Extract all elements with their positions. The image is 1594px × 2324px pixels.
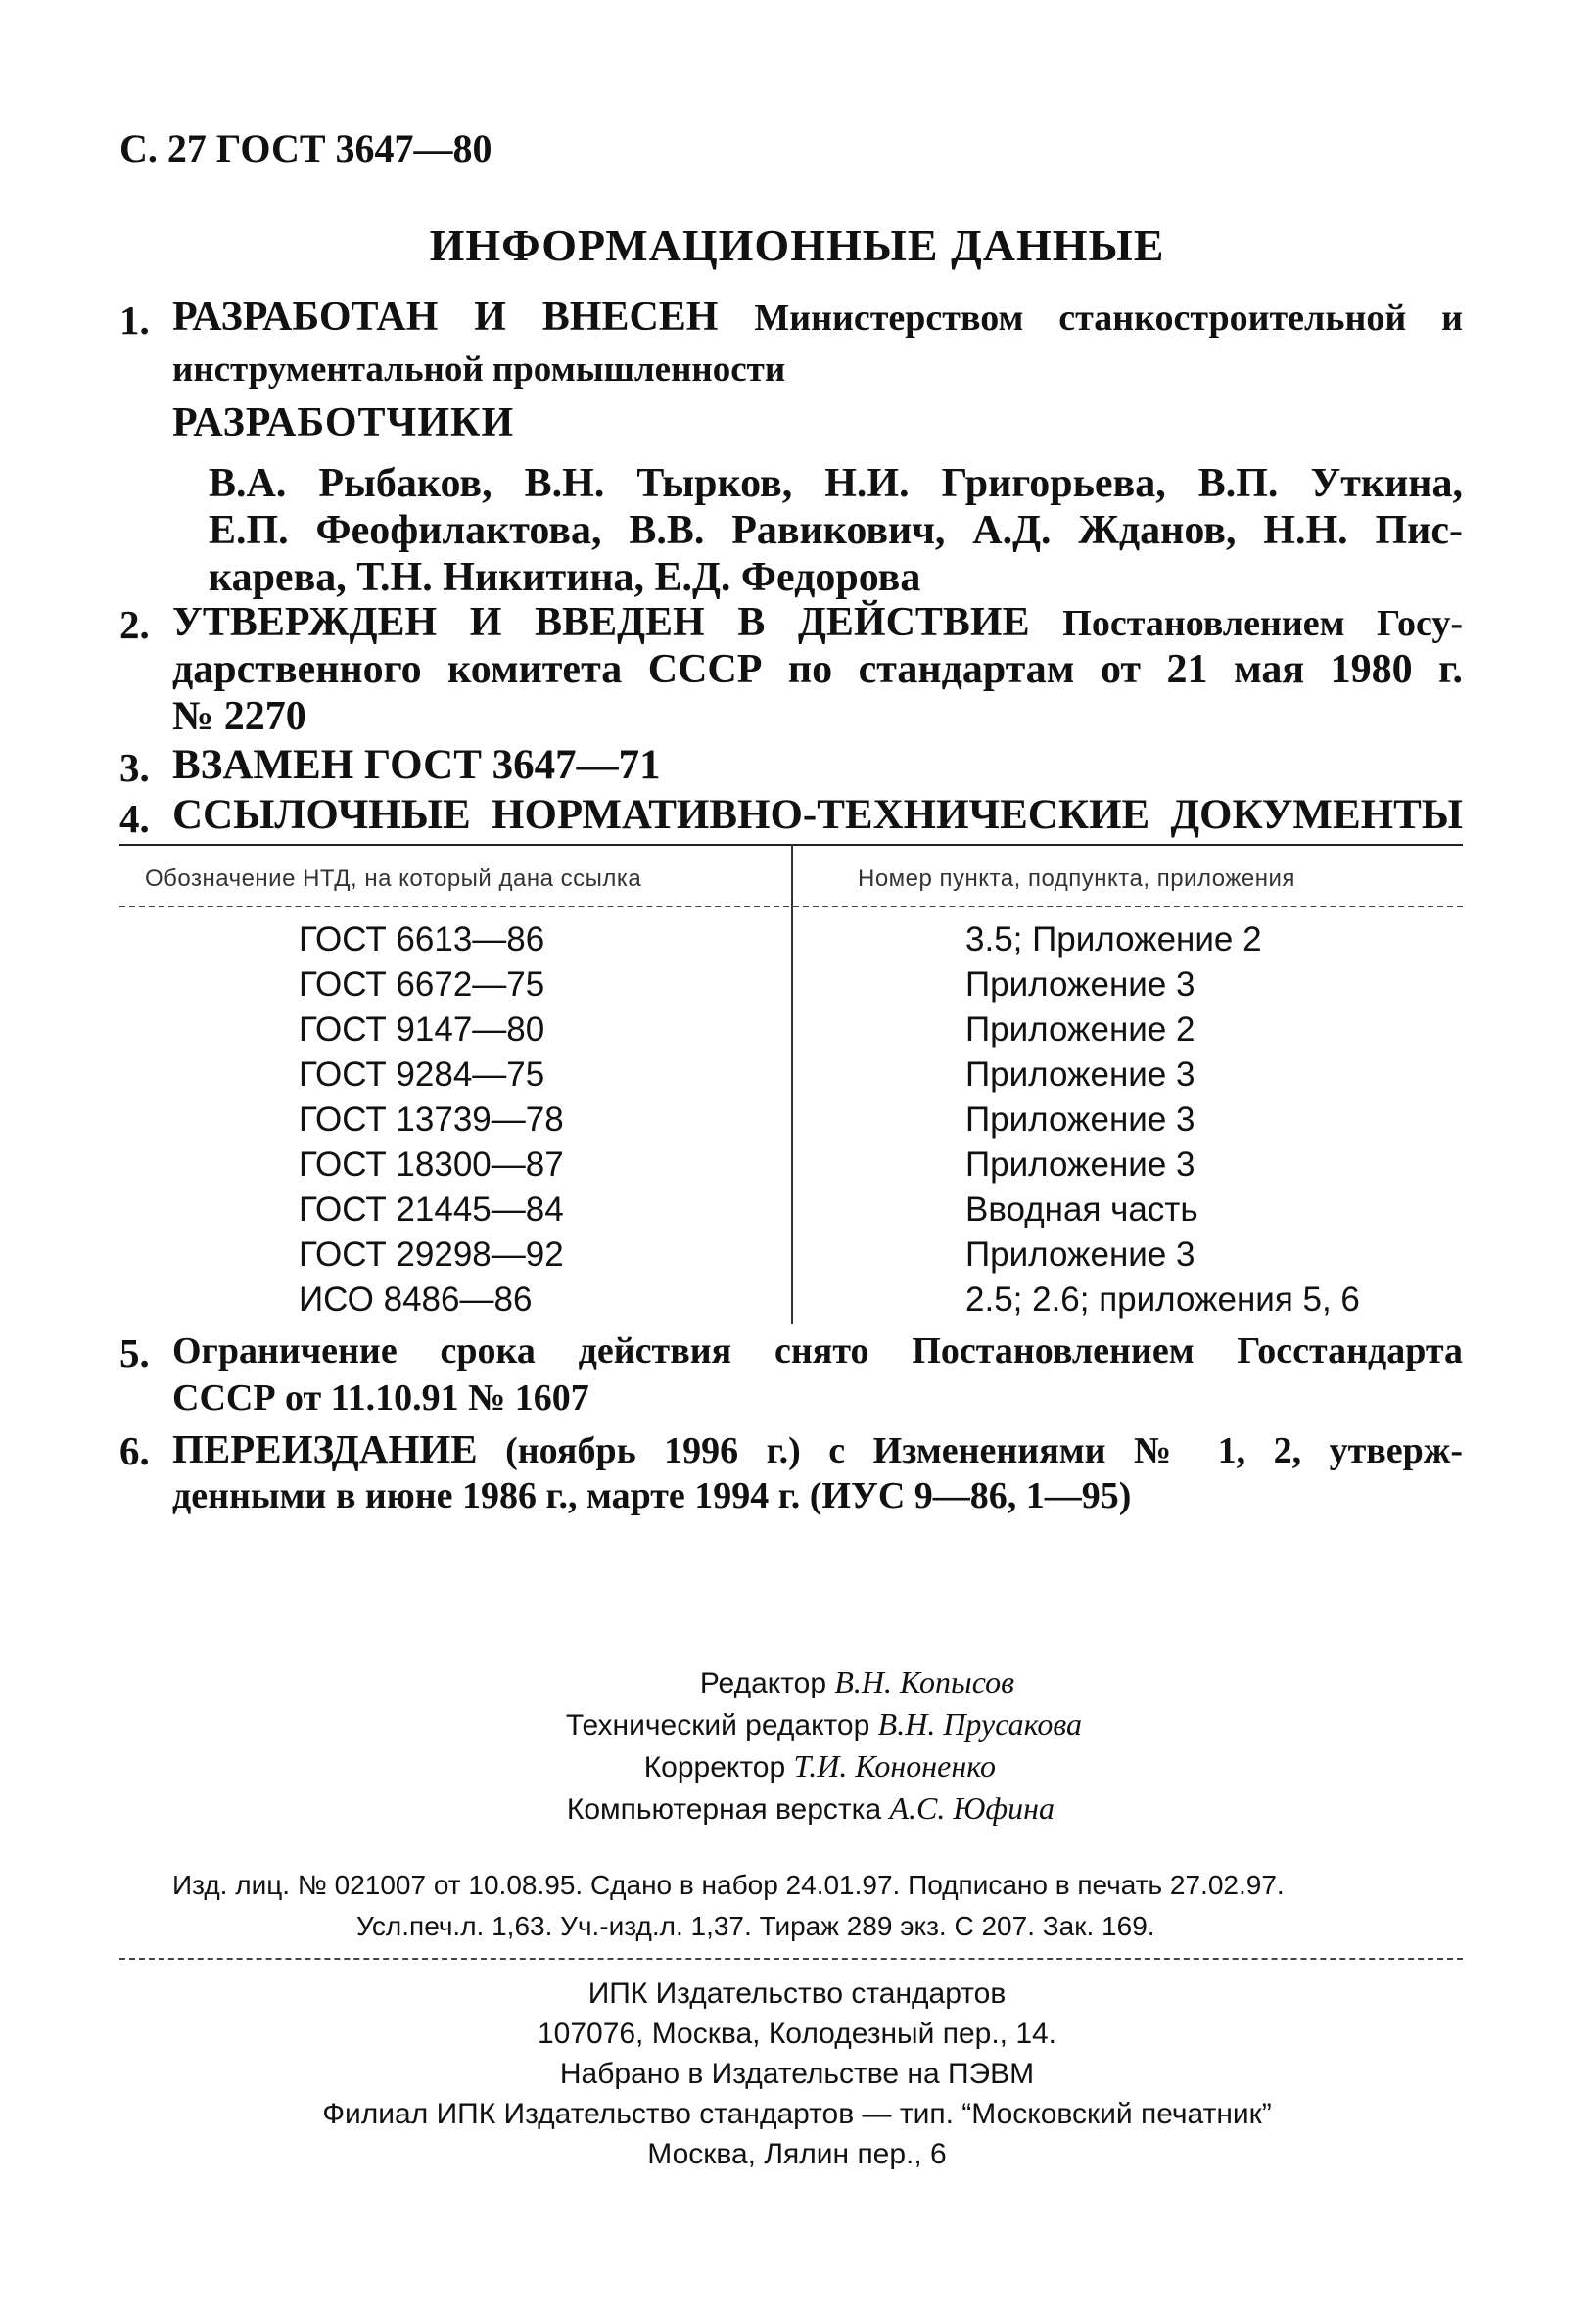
table-cell-ref: Приложение 2 (965, 1010, 1196, 1048)
item-2-line-2: дарственного комитета СССР по стандартам от 21 мая 1980 г. (172, 647, 1463, 692)
table-cell-ref: Приложение 3 (965, 1100, 1196, 1139)
credit-corrector-name: Т.И. Кононенко (793, 1748, 996, 1784)
item-5-line-1: Ограничение срока действия снято Постановлением Госстандарта (172, 1330, 1463, 1371)
publisher-line-4: Филиал ИПК Издательство стандартов — тип. “Московский печатник” (322, 2098, 1272, 2130)
item-1-line-2: инструментальной промышленности (172, 349, 786, 390)
table-cell-doc: ГОСТ 13739—78 (299, 1100, 564, 1139)
item-3-text: ВЗАМЕН ГОСТ 3647—71 (172, 742, 661, 788)
credit-editor-label: Редактор (699, 1667, 826, 1699)
table-cell-ref: Приложение 3 (965, 1145, 1196, 1184)
table-cell-doc: ГОСТ 21445—84 (299, 1190, 564, 1229)
item-3-number: 3. (119, 745, 150, 790)
item-1-text: Министерством станкостроительной и (754, 298, 1463, 339)
table-cell-doc: ИСО 8486—86 (299, 1280, 533, 1319)
developers-title: РАЗРАБОТЧИКИ (172, 400, 515, 445)
table-cell-ref: Приложение 3 (965, 1235, 1196, 1274)
table-cell-doc: ГОСТ 9284—75 (299, 1055, 545, 1093)
developers-line-3: карева, Т.Н. Никитина, Е.Д. Федорова (209, 555, 921, 600)
imprint-line-2: Усл.печ.л. 1,63. Уч.-изд.л. 1,37. Тираж 289 экз. С 207. Зак. 169. (356, 1911, 1155, 1941)
credit-layout (567, 1790, 1055, 1827)
page-title: ИНФОРМАЦИОННЫЕ ДАННЫЕ (429, 220, 1165, 270)
credit-editor (700, 1664, 1014, 1700)
imprint-rule (119, 1958, 1463, 1960)
table-cell-ref: Вводная часть (965, 1190, 1198, 1229)
table-column-divider (791, 844, 793, 1324)
publisher-line-5: Москва, Лялин пер., 6 (647, 2138, 947, 2170)
page-header: С. 27 ГОСТ 3647—80 (119, 126, 492, 170)
table-cell-ref: 3.5; Приложение 2 (965, 920, 1262, 958)
item-4-number: 4. (119, 796, 150, 841)
credit-layout-name: А.С. Юфина (889, 1790, 1055, 1826)
credit-tech-editor (566, 1706, 1082, 1743)
credit-tech-label: Технический редактор (565, 1709, 870, 1742)
credit-corrector-label: Корректор (643, 1751, 786, 1784)
publisher-line-2: 107076, Москва, Колодезный пер., 14. (537, 2018, 1057, 2050)
item-6-number: 6. (119, 1428, 150, 1473)
table-cell-doc: ГОСТ 9147—80 (299, 1010, 545, 1048)
credit-tech-name: В.Н. Прусакова (877, 1706, 1082, 1742)
table-cell-ref: Приложение 3 (965, 965, 1196, 1003)
table-header-document: Обозначение НТД, на который дана ссылка (145, 865, 642, 892)
publisher-line-1: ИПК Издательство стандартов (587, 1977, 1007, 2010)
credit-corrector (644, 1748, 996, 1785)
credit-layout-label: Компьютерная верстка (566, 1793, 882, 1826)
item-2-text: Постановлением Госу- (1062, 603, 1463, 644)
item-6-line-1-rest: (ноябрь 1996 г.) с Изменениями № 1, 2, утверж- (505, 1430, 1463, 1471)
table-cell-doc: ГОСТ 18300—87 (299, 1145, 564, 1184)
item-2-number: 2. (119, 602, 150, 647)
table-cell-doc: ГОСТ 6613—86 (299, 920, 545, 958)
item-6-line-2: денными в июне 1986 г., марте 1994 г. (ИУС 9—86, 1—95) (172, 1475, 1132, 1516)
table-cell-doc: ГОСТ 29298—92 (299, 1235, 564, 1274)
table-cell-ref: 2.5; 2.6; приложения 5, 6 (965, 1280, 1360, 1319)
item-1-line-1 (172, 294, 1463, 341)
credit-editor-name: В.Н. Копысов (834, 1664, 1014, 1699)
developers-line-1: В.А. Рыбаков, В.Н. Тырков, Н.И. Григорьева, В.П. Уткина, (209, 461, 1463, 506)
publisher-line-3: Набрано в Издательстве на ПЭВМ (559, 2058, 1035, 2090)
developers-line-2: Е.П. Феофилактова, В.В. Равикович, А.Д. Жданов, Н.Н. Пис- (209, 508, 1463, 553)
item-1-number: 1. (119, 298, 150, 343)
table-cell-doc: ГОСТ 6672—75 (299, 965, 545, 1003)
item-1-lead: РАЗРАБОТАН И ВНЕСЕН (172, 295, 719, 340)
item-6-line-1 (172, 1425, 1463, 1472)
item-5-number: 5. (119, 1330, 150, 1375)
table-header-rule (119, 906, 1463, 907)
item-2-line-1 (172, 599, 1463, 646)
table-header-reference: Номер пункта, подпункта, приложения (858, 865, 1295, 892)
item-2-lead: УТВЕРЖДЕН И ВВЕДЕН В ДЕЙСТВИЕ (172, 600, 1030, 645)
table-cell-ref: Приложение 3 (965, 1055, 1196, 1093)
imprint-line-1: Изд. лиц. № 021007 от 10.08.95. Сдано в набор 24.01.97. Подписано в печать 27.02.97. (172, 1870, 1285, 1900)
item-4-text: ССЫЛОЧНЫЕ НОРМАТИВНО-ТЕХНИЧЕСКИЕ ДОКУМЕНТЫ (172, 792, 1463, 838)
item-5-line-2: СССР от 11.10.91 № 1607 (172, 1377, 589, 1418)
item-6-lead: ПЕРЕИЗДАНИЕ (172, 1426, 478, 1471)
item-2-line-3: № 2270 (172, 694, 306, 739)
